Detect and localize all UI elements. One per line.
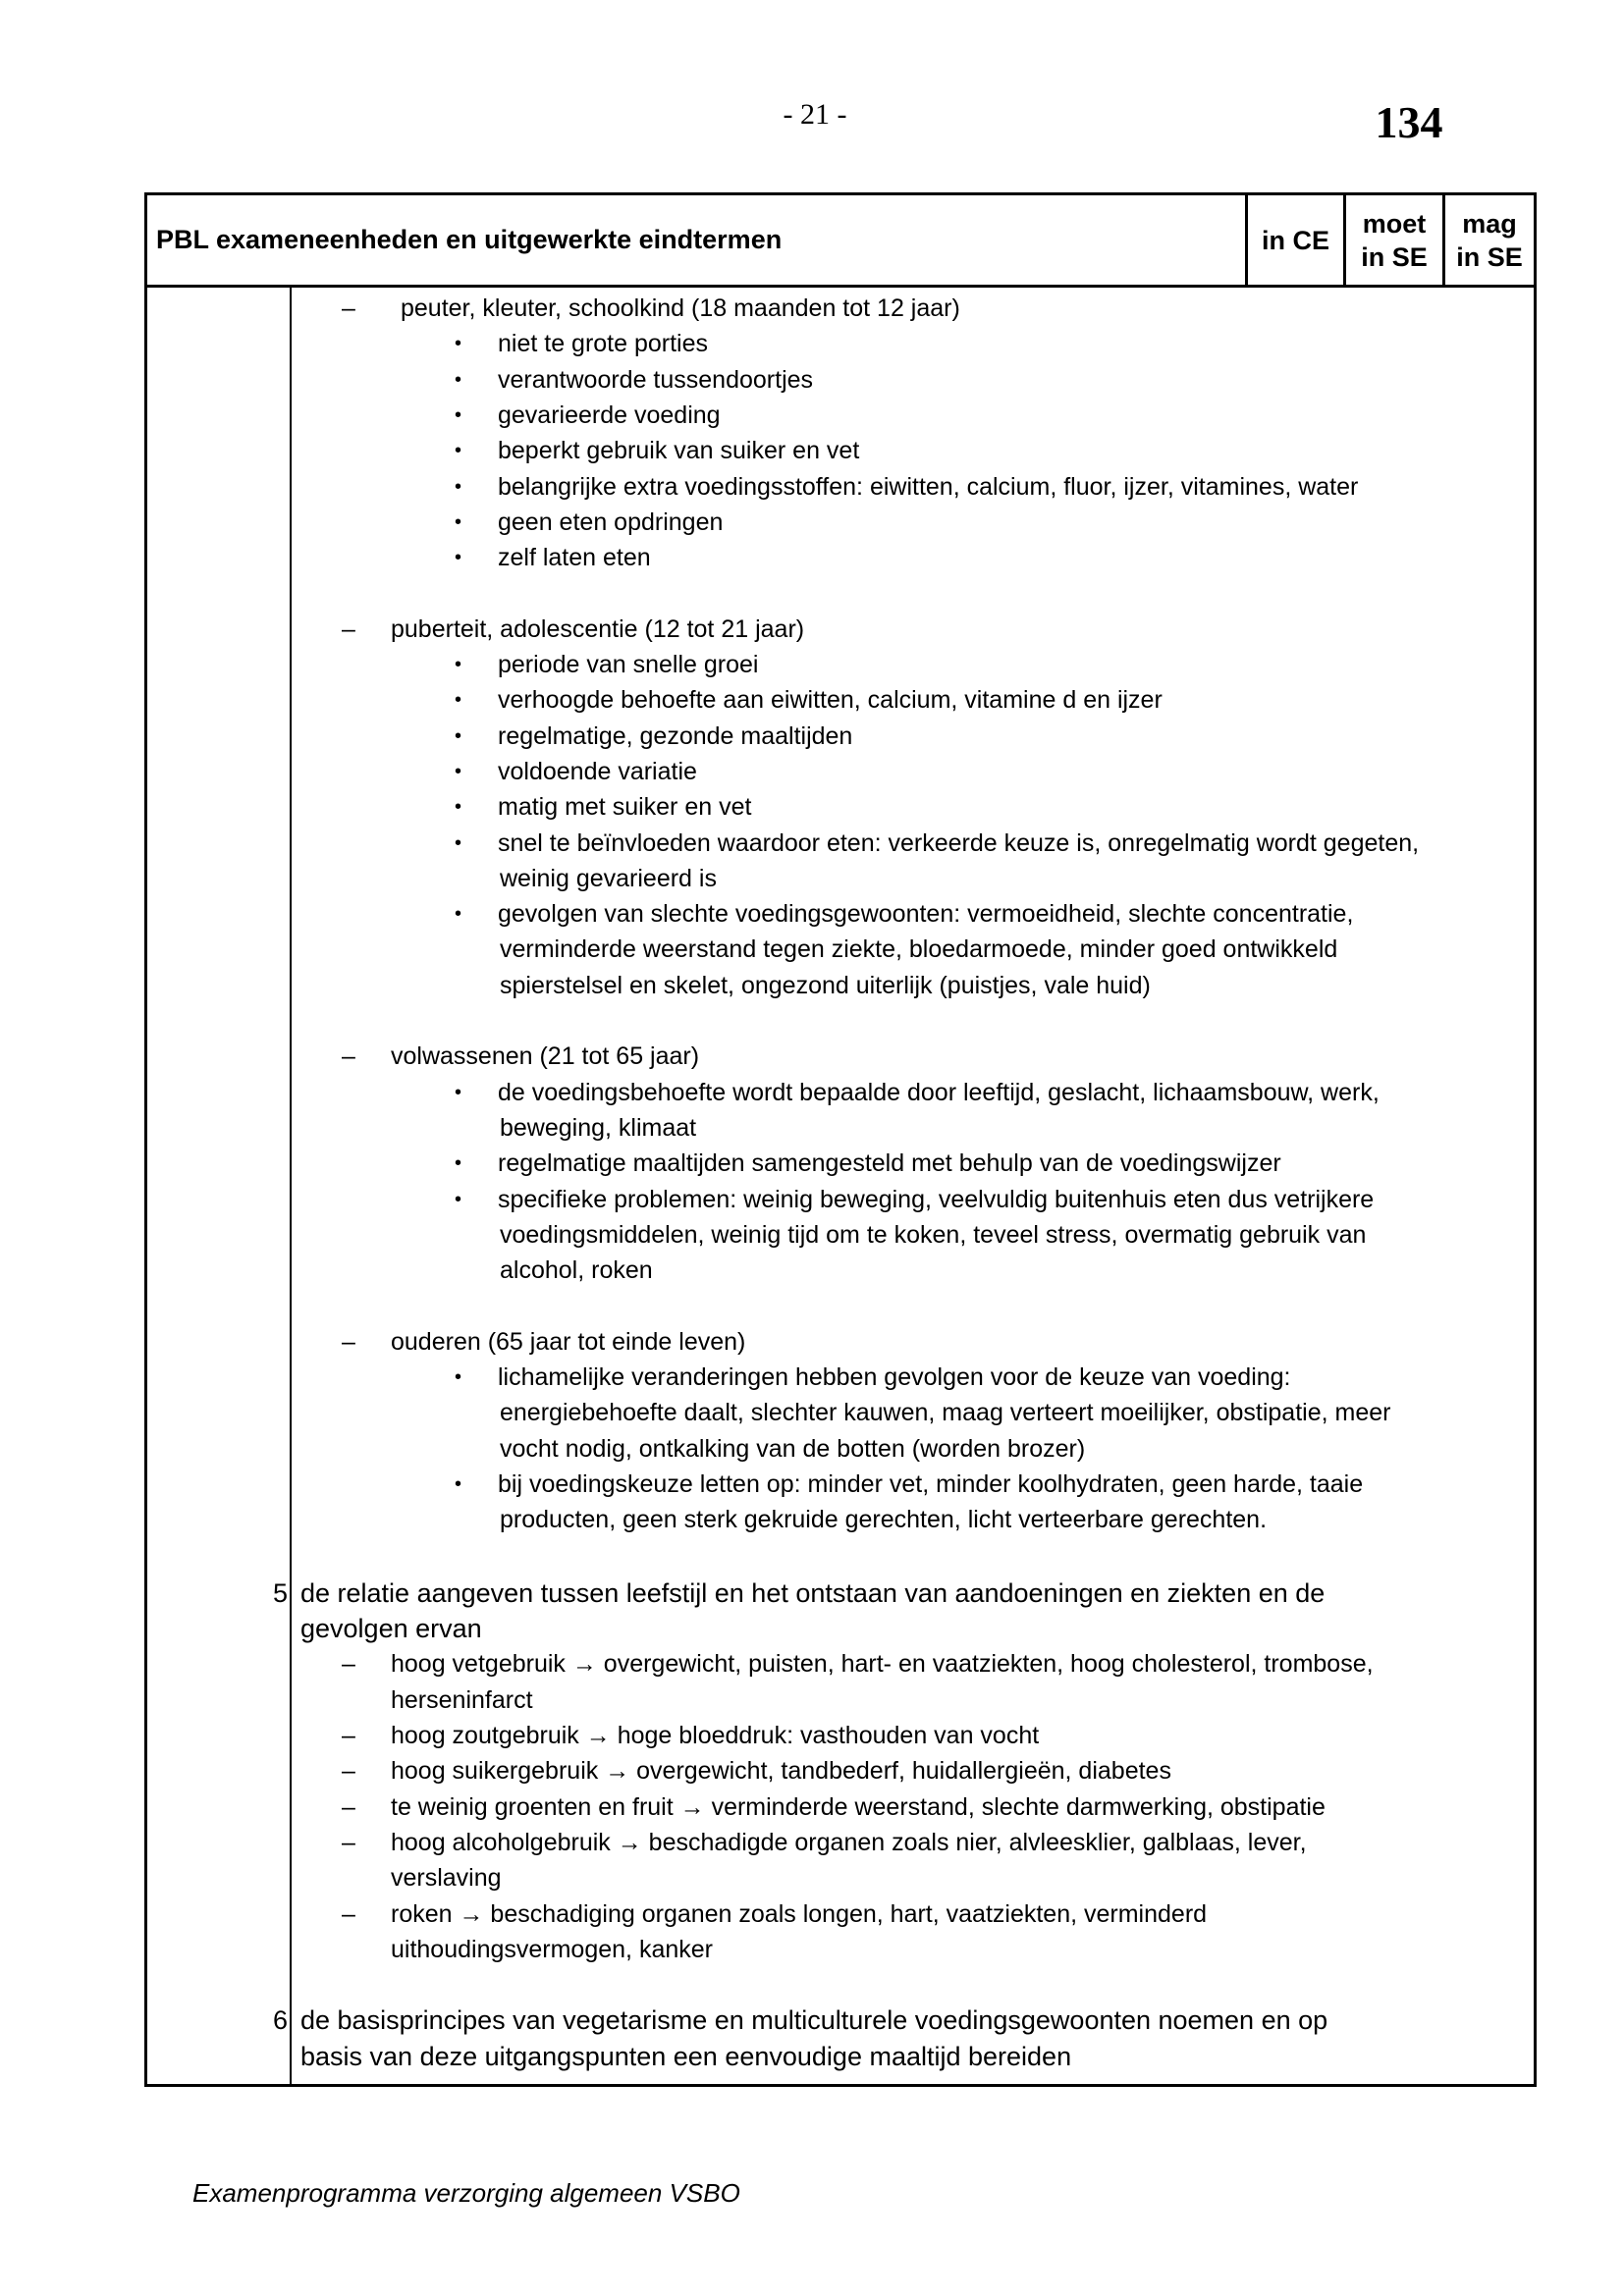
bullet-icon: •	[455, 1152, 462, 1175]
bullet-item-text: periode van snelle groei	[498, 651, 759, 678]
bullet-item-text: snel te beïnvloeden waardoor eten: verkeerde keuze is, onregelmatig wordt gegeten,	[498, 828, 1420, 857]
bullet-icon: •	[455, 1188, 462, 1210]
bullet-item-text: alcohol, roken	[500, 1256, 653, 1285]
bullet-item-text: bij voedingskeuze letten op: minder vet, minder koolhydraten, geen harde, taaie	[498, 1469, 1364, 1498]
bullet-item-text: voldoende variatie	[498, 757, 697, 785]
bullet-item-text: beperkt gebruik van suiker en vet	[498, 437, 860, 465]
bullet-icon: •	[455, 510, 462, 533]
bullet-icon: •	[455, 440, 462, 462]
group-label: peuter, kleuter, schoolkind (18 maanden tot 12 jaar)	[401, 294, 960, 322]
column-in-ce-label: in CE	[1261, 225, 1329, 255]
column-in-ce	[1245, 195, 1343, 285]
objective-text: gevolgen ervan	[300, 1614, 482, 1644]
bullet-item-text: voedingsmiddelen, weinig tijd om te koken, teveel stress, overmatig gebruik van	[500, 1220, 1367, 1249]
bullet-icon: •	[455, 796, 462, 819]
bullet-icon: •	[455, 1472, 462, 1495]
dash-marker: –	[342, 294, 355, 322]
column-moet-label-1: moet	[1362, 208, 1427, 239]
consequence-item-text: herseninfarct	[391, 1685, 533, 1714]
bullet-item-text: beweging, klimaat	[500, 1113, 697, 1142]
dash-marker: –	[342, 1722, 355, 1749]
column-mag-in-se	[1442, 195, 1534, 285]
consequence-item-text: roken → beschadiging organen zoals longen, hart, vaatziekten, verminderd	[391, 1899, 1208, 1928]
bullet-icon: •	[455, 368, 462, 391]
consequence-item-text: hoog suikergebruik → overgewicht, tandbederf, huidallergieën, diabetes	[391, 1757, 1171, 1786]
objective-number: 5	[272, 1577, 288, 1608]
bullet-icon: •	[455, 403, 462, 426]
bullet-item-text: regelmatige maaltijden samengesteld met behulp van de voedingswijzer	[498, 1149, 1281, 1178]
bullet-icon: •	[455, 760, 462, 782]
bullet-item-text: verantwoorde tussendoortjes	[498, 365, 814, 394]
bullet-icon: •	[455, 475, 462, 498]
dash-marker: –	[342, 1327, 355, 1356]
column-mag-label-2: in SE	[1456, 241, 1523, 272]
exam-table	[144, 192, 1537, 2087]
bullet-item-text: lichamelijke veranderingen hebben gevolgen voor de keuze van voeding:	[498, 1363, 1291, 1391]
dash-marker: –	[342, 1757, 355, 1786]
column-moet-label-2: in SE	[1361, 241, 1428, 272]
bullet-icon: •	[455, 1366, 462, 1388]
bullet-item-text: matig met suiker en vet	[498, 793, 752, 822]
consequence-item-text: hoog vetgebruik → overgewicht, puisten, hart- en vaatziekten, hoog cholesterol, trombose,	[391, 1650, 1374, 1679]
bullet-icon: •	[455, 654, 462, 675]
bullet-icon: •	[455, 831, 462, 854]
column-mag-label-1: mag	[1462, 208, 1517, 239]
bullet-icon: •	[455, 547, 462, 569]
objective-text: basis van deze uitgangspunten een eenvoudige maaltijd bereiden	[300, 2041, 1072, 2071]
objective-text: de relatie aangeven tussen leefstijl en het ontstaan van aandoeningen en ziekten en de	[300, 1577, 1326, 1608]
group-label: volwassenen (21 tot 65 jaar)	[391, 1042, 700, 1071]
bullet-item-text: de voedingsbehoefte wordt bepaalde door leeftijd, geslacht, lichaamsbouw, werk,	[498, 1078, 1380, 1106]
dash-marker: –	[342, 614, 355, 643]
bullet-icon: •	[455, 903, 462, 926]
objective-text: de basisprincipes van vegetarisme en multiculturele voedingsgewoonten noemen en op	[300, 2005, 1328, 2036]
consequence-item-text: verslaving	[391, 1864, 502, 1893]
page-number: - 21 -	[783, 98, 847, 131]
column-divider	[290, 285, 292, 2084]
footer-text: Examenprogramma verzorging algemeen VSBO	[192, 2178, 740, 2208]
dash-marker: –	[342, 1828, 355, 1856]
column-moet-in-se	[1343, 195, 1442, 285]
bullet-item-text: gevarieerde voeding	[498, 400, 721, 429]
bullet-item-text: specifieke problemen: weinig beweging, veelvuldig buitenhuis eten dus vetrijkere	[498, 1185, 1375, 1213]
bullet-item-text: niet te grote porties	[498, 330, 709, 358]
consequence-item-text: uithoudingsvermogen, kanker	[391, 1935, 713, 1963]
bullet-item-text: zelf laten eten	[498, 544, 651, 572]
bullet-item-text: gevolgen van slechte voedingsgewoonten: vermoeidheid, slechte concentratie,	[498, 900, 1354, 929]
bullet-item-text: verhoogde behoefte aan eiwitten, calcium, vitamine d en ijzer	[498, 686, 1163, 715]
bullet-icon: •	[455, 1081, 462, 1103]
dash-marker: –	[342, 1792, 355, 1821]
bullet-icon: •	[455, 724, 462, 747]
group-label: puberteit, adolescentie (12 tot 21 jaar)	[391, 614, 805, 643]
bullet-item-text: verminderde weerstand tegen ziekte, bloedarmoede, minder goed ontwikkeld	[500, 935, 1338, 964]
bullet-item-text: geen eten opdringen	[498, 507, 724, 536]
dash-marker: –	[342, 1042, 355, 1071]
bullet-item-text: producten, geen sterk gekruide gerechten, licht verteerbare gerechten.	[500, 1506, 1268, 1534]
dash-marker: –	[342, 1650, 355, 1679]
bullet-item-text: vocht nodig, ontkalking van de botten (worden brozer)	[500, 1434, 1086, 1463]
group-label: ouderen (65 jaar tot einde leven)	[391, 1327, 746, 1356]
bullet-item-text: energiebehoefte daalt, slechter kauwen, maag verteert moeilijker, obstipatie, meer	[500, 1399, 1391, 1427]
bullet-icon: •	[455, 333, 462, 355]
bullet-item-text: spierstelsel en skelet, ongezond uiterlijk (puistjes, vale huid)	[500, 971, 1151, 999]
consequence-item-text: hoog zoutgebruik → hoge bloeddruk: vasthouden van vocht	[391, 1722, 1040, 1749]
bullet-item-text: weinig gevarieerd is	[500, 864, 717, 892]
objective-number: 6	[272, 2005, 288, 2036]
dash-marker: –	[342, 1899, 355, 1928]
bullet-icon: •	[455, 689, 462, 712]
table-header	[147, 195, 1534, 288]
consequence-item-text: hoog alcoholgebruik → beschadigde organen zoals nier, alvleesklier, galblaas, lever,	[391, 1828, 1307, 1856]
bullet-item-text: regelmatige, gezonde maaltijden	[498, 721, 853, 750]
document-number: 134	[1375, 97, 1443, 147]
table-header-title: PBL exameneenheden en uitgewerkte eindtermen	[156, 225, 783, 254]
consequence-item-text: te weinig groenten en fruit → verminderde weerstand, slechte darmwerking, obstipatie	[391, 1792, 1326, 1821]
bullet-item-text: belangrijke extra voedingsstoffen: eiwitten, calcium, fluor, ijzer, vitamines, water	[498, 472, 1359, 501]
